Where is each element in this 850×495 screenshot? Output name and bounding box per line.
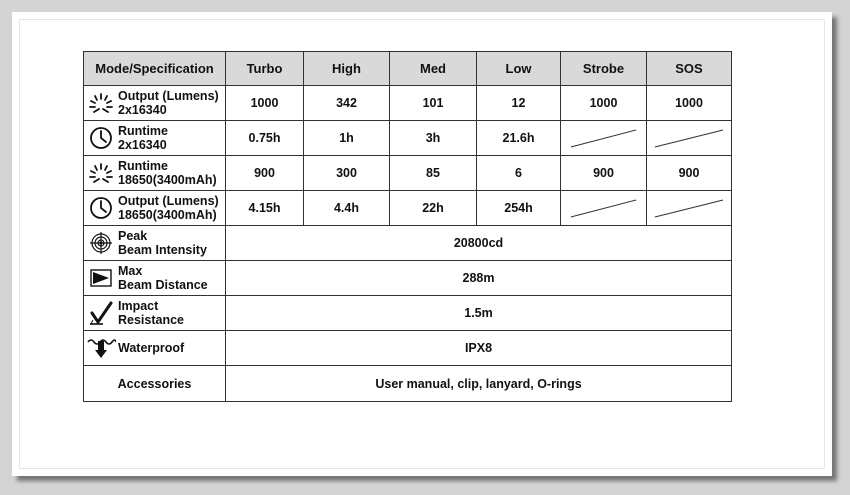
clock-icon <box>84 196 118 220</box>
spec-header: Mode/Specification <box>84 52 226 86</box>
header-row <box>84 52 732 86</box>
row-label-cell <box>84 226 226 261</box>
value-cell: 101 <box>390 86 477 121</box>
light-rays-icon <box>84 162 118 184</box>
value-cell: 3h <box>390 121 477 156</box>
row-label-line1: Impact <box>118 299 159 313</box>
diagonal-line-icon <box>561 121 646 155</box>
row-label-line2: 2x16340 <box>118 103 167 117</box>
row-label-cell <box>84 156 226 191</box>
row-label-cell <box>84 121 226 156</box>
mode-header: Med <box>390 52 477 86</box>
row-label-line1: Runtime <box>118 159 168 173</box>
table-row <box>84 86 732 121</box>
row-label-cell <box>84 331 226 366</box>
row-label-cell <box>84 366 226 402</box>
value-cell: 1h <box>304 121 390 156</box>
value-cell: 300 <box>304 156 390 191</box>
table-row <box>84 156 732 191</box>
value-cell: 20800cd <box>226 226 732 261</box>
value-cell: 900 <box>647 156 732 191</box>
value-cell: 21.6h <box>477 121 561 156</box>
value-cell: 288m <box>226 261 732 296</box>
value-cell: 254h <box>477 191 561 226</box>
value-cell: 1000 <box>561 86 647 121</box>
clock-icon <box>84 126 118 150</box>
row-label: Accessories <box>117 376 192 391</box>
value-cell: 1.5m <box>226 296 732 331</box>
value-cell: 1000 <box>647 86 732 121</box>
row-label-line1: Peak <box>118 229 148 243</box>
not-applicable-cell <box>647 191 732 226</box>
value-cell: 0.75h <box>226 121 304 156</box>
not-applicable-cell <box>561 191 647 226</box>
value-cell: 900 <box>226 156 304 191</box>
value-cell: 1000 <box>226 86 304 121</box>
mode-header: High <box>304 52 390 86</box>
not-applicable-cell <box>561 121 647 156</box>
impact-icon <box>84 300 118 326</box>
row-label-cell <box>84 296 226 331</box>
beam-distance-icon <box>84 268 118 288</box>
mode-header: Low <box>477 52 561 86</box>
mode-header: SOS <box>647 52 732 86</box>
not-applicable-cell <box>647 121 732 156</box>
value-cell: User manual, clip, lanyard, O-rings <box>226 366 732 402</box>
waterproof-icon <box>84 336 118 360</box>
mode-header: Turbo <box>226 52 304 86</box>
row-label-line1: Waterproof <box>118 341 185 355</box>
row-label-line2: Beam Distance <box>118 278 208 292</box>
value-cell: 22h <box>390 191 477 226</box>
value-cell: 6 <box>477 156 561 191</box>
table-row <box>84 296 732 331</box>
mode-header: Strobe <box>561 52 647 86</box>
row-label-line2: 2x16340 <box>118 138 167 152</box>
row-label-line1: Runtime <box>118 124 168 138</box>
row-label-line1: Output (Lumens) <box>118 89 219 103</box>
value-cell: 85 <box>390 156 477 191</box>
diagonal-line-icon <box>561 191 646 225</box>
row-label-line2: Resistance <box>118 313 185 327</box>
table-row <box>84 331 732 366</box>
value-cell: 12 <box>477 86 561 121</box>
value-cell: 4.15h <box>226 191 304 226</box>
table-row <box>84 261 732 296</box>
row-label-line2: Beam Intensity <box>118 243 207 257</box>
value-cell: 4.4h <box>304 191 390 226</box>
table-row <box>84 366 732 402</box>
target-icon <box>84 231 118 255</box>
table-row <box>84 121 732 156</box>
value-cell: IPX8 <box>226 331 732 366</box>
row-label-cell <box>84 86 226 121</box>
row-label-line1: Output (Lumens) <box>118 194 219 208</box>
row-label-line2: 18650(3400mAh) <box>118 208 217 222</box>
value-cell: 900 <box>561 156 647 191</box>
spec-table <box>83 51 732 402</box>
row-label-cell <box>84 261 226 296</box>
table-row <box>84 191 732 226</box>
row-label-cell <box>84 191 226 226</box>
diagonal-line-icon <box>647 121 731 155</box>
light-rays-icon <box>84 92 118 114</box>
row-label-line1: Max <box>118 264 143 278</box>
diagonal-line-icon <box>647 191 731 225</box>
table-row <box>84 226 732 261</box>
row-label-line2: 18650(3400mAh) <box>118 173 217 187</box>
value-cell: 342 <box>304 86 390 121</box>
